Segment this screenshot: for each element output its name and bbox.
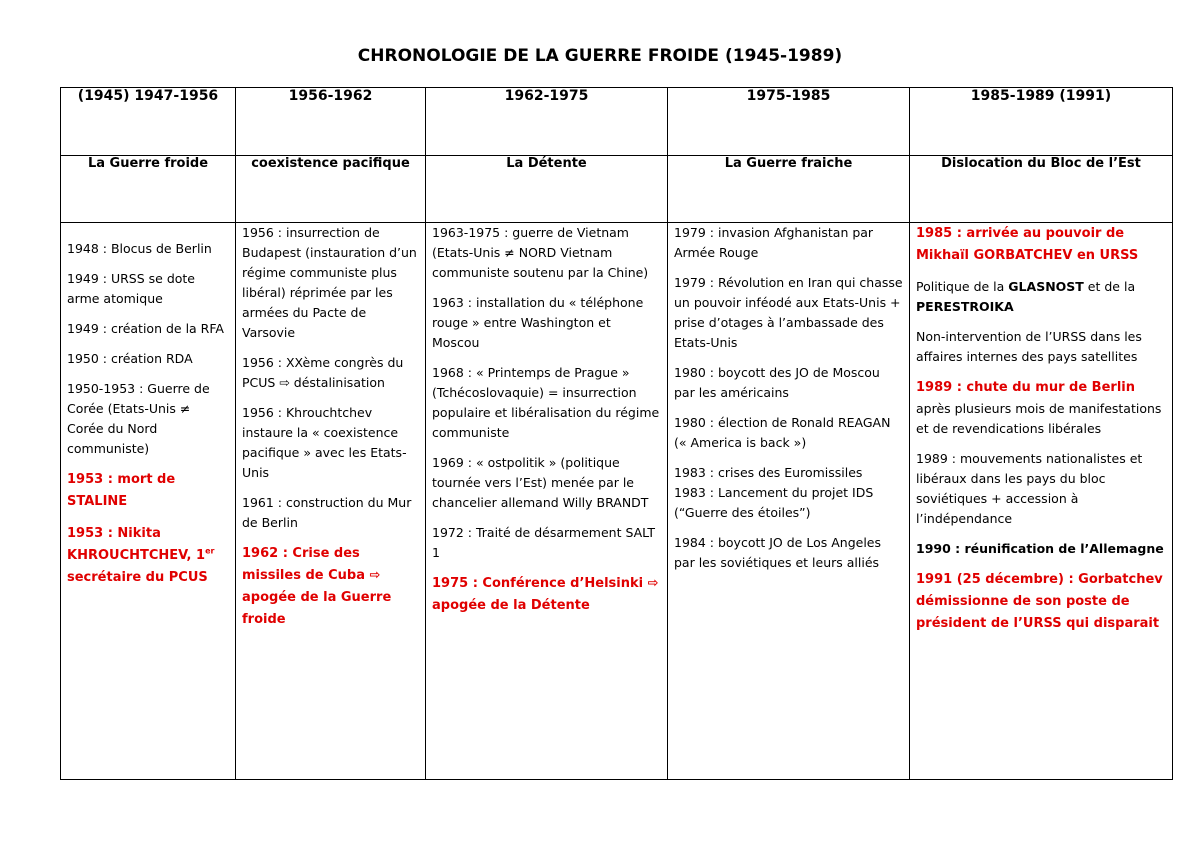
event-item: 1956 : XXème congrès du PCUS ⇨ déstalinisation [242,355,404,390]
event-item: 1980 : élection de Ronald REAGAN (« America is back ») [674,415,891,450]
event-item: 1979 : invasion Afghanistan par Armée Rouge [674,225,874,260]
period-header: 1962-1975 [426,88,668,156]
event-item: 1950 : création RDA [67,351,193,366]
phase-label: coexistence pacifique [236,156,426,223]
event-item: 1963-1975 : guerre de Vietnam (Etats-Unis ≠ NORD Vietnam communiste soutenu par la Chine) [432,225,649,280]
event-item: 1961 : construction du Mur de Berlin [242,495,412,530]
phase-label: La Guerre fraiche [668,156,910,223]
event-item: 1956 : insurrection de Budapest (instauration d’un régime communiste plus libéral) réprimée par les armées du Pacte de Varsovie [242,225,417,340]
event-highlight: 1962 : Crise des missiles de Cuba ⇨ apogée de la Guerre froide [242,546,392,627]
phase-label: La Détente [426,156,668,223]
events-row [61,223,1173,780]
event-highlight: 1985 : arrivée au pouvoir de Mikhaïl GORBATCHEV en URSS [916,226,1139,263]
phase-label: La Guerre froide [61,156,236,223]
phase-row [61,156,1173,223]
event-highlight: 1953 : Nikita KHROUCHTCHEV, 1er secrétaire du PCUS [67,526,215,585]
event-highlight: 1953 : mort de STALINE [67,472,176,509]
event-item: 1949 : création de la RFA [67,321,224,336]
event-item: 1989 : chute du mur de Berlin après plusieurs mois de manifestations et de revendications libérales [916,380,1162,436]
period-header: (1945) 1947-1956 [61,88,236,156]
events-cell-1962-1975 [426,223,668,780]
event-item: 1949 : URSS se dote arme atomique [67,271,195,306]
period-header: 1956-1962 [236,88,426,156]
event-item: 1984 : boycott JO de Los Angeles par les soviétiques et leurs alliés [674,535,881,570]
events-cell-1975-1985 [668,223,910,780]
event-item: 1979 : Révolution en Iran qui chasse un pouvoir inféodé aux Etats-Unis + prise d’otages à l’ambassade des Etats-Unis [674,275,903,350]
event-item: 1969 : « ostpolitik » (politique tournée vers l’Est) menée par le chancelier allemand Willy BRANDT [432,455,649,510]
event-item: 1990 : réunification de l’Allemagne [916,541,1164,556]
period-header: 1975-1985 [668,88,910,156]
event-item: Non-intervention de l’URSS dans les affaires internes des pays satellites [916,329,1142,364]
event-item: 1956 : Khrouchtchev instaure la « coexistence pacifique » avec les Etats-Unis [242,405,407,480]
events-cell-1945-1956 [61,223,236,780]
event-highlight: 1991 (25 décembre) : Gorbatchev démissionne de son poste de président de l’URSS qui disparait [916,572,1163,631]
event-item: Politique de la GLASNOST et de la PERESTROIKA [916,279,1136,314]
event-item: 1950-1953 : Guerre de Corée (Etats-Unis ≠ Corée du Nord communiste) [67,381,210,456]
event-item: 1989 : mouvements nationalistes et libéraux dans les pays du bloc soviétiques + accession à l’indépendance [916,451,1143,526]
events-cell-1956-1962 [236,223,426,780]
period-header: 1985-1989 (1991) [910,88,1173,156]
event-item: 1983 : crises des Euromissiles [674,465,863,480]
event-item: 1980 : boycott des JO de Moscou par les américains [674,365,880,400]
event-highlight: 1975 : Conférence d’Helsinki ⇨ apogée de la Détente [432,576,659,613]
event-item: 1968 : « Printemps de Prague » (Tchécoslovaquie) = insurrection populaire et libéralisation du régime communiste [432,365,660,440]
event-item: 1983 : Lancement du projet IDS (“Guerre des étoiles”) [674,485,874,520]
period-header-row [61,88,1173,156]
events-cell-1985-1991 [910,223,1173,780]
event-item: 1972 : Traité de désarmement SALT 1 [432,525,656,560]
phase-label: Dislocation du Bloc de l’Est [910,156,1173,223]
event-item: 1948 : Blocus de Berlin [67,241,212,256]
chronology-table [60,87,1173,780]
event-item: 1963 : installation du « téléphone rouge » entre Washington et Moscou [432,295,644,350]
page-title: CHRONOLOGIE DE LA GUERRE FROIDE (1945-1989) [357,46,843,66]
